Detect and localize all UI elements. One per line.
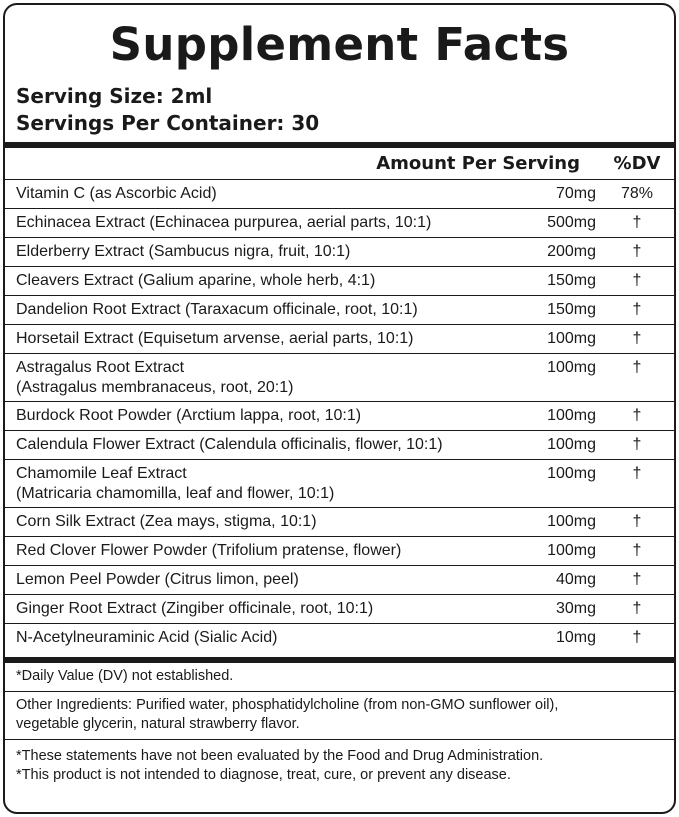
other-ingredients [5,692,674,740]
ingredient-dv: † [632,330,642,347]
table-row [5,566,674,595]
ingredient-name-line2: (Matricaria chamomilla, leaf and flower, 10:1) [16,485,335,502]
ingredient-name: Calendula Flower Extract (Calendula officinalis, flower, 10:1) [16,436,443,453]
amount-per-serving-header: Amount Per Serving [376,153,580,174]
table-row [5,402,674,431]
table-row [5,460,674,508]
ingredient-name: Burdock Root Powder (Arctium lappa, root, 10:1) [16,407,362,424]
ingredient-name: Cleavers Extract (Galium aparine, whole herb, 4:1) [16,272,376,289]
ingredient-name [5,460,490,507]
ingredient-dv: † [632,629,642,646]
ingredient-name: Corn Silk Extract (Zea mays, stigma, 10:1) [16,513,317,530]
serving-size: Serving Size: 2ml [16,84,213,108]
ingredient-name: Echinacea Extract (Echinacea purpurea, aerial parts, 10:1) [16,214,432,231]
ingredient-name-line2: (Astragalus membranaceus, root, 20:1) [16,379,294,396]
ingredient-amount: 500mg [547,214,596,231]
ingredient-dv: † [632,513,642,530]
other-ingredients-line2: vegetable glycerin, natural strawberry flavor. [16,716,300,732]
ingredient-name: Dandelion Root Extract (Taraxacum officinale, root, 10:1) [16,301,418,318]
ingredient-amount: 100mg [547,542,596,559]
table-row [5,180,674,209]
ingredient-name: Lemon Peel Powder (Citrus limon, peel) [16,571,299,588]
ingredient-name: Red Clover Flower Powder (Trifolium pratense, flower) [16,542,402,559]
ingredient-amount: 70mg [555,185,596,202]
ingredient-amount: 200mg [547,243,596,260]
ingredient-name-line1: Chamomile Leaf Extract [16,465,187,482]
dv-header: %DV [613,153,661,174]
ingredient-dv: † [632,272,642,289]
ingredient-dv: † [632,301,642,318]
table-row [5,267,674,296]
ingredient-name: N-Acetylneuraminic Acid (Sialic Acid) [16,629,278,646]
table-row [5,624,674,657]
ingredient-amount: 30mg [555,600,596,617]
ingredient-name: Vitamin C (as Ascorbic Acid) [16,185,217,202]
ingredient-name: Horsetail Extract (Equisetum arvense, aerial parts, 10:1) [16,330,414,347]
other-ingredients-line1: Other Ingredients: Purified water, phosphatidylcholine (from non-GMO sunflower oil), [16,697,559,713]
table-row [5,537,674,566]
ingredient-table [5,180,674,657]
panel-title: Supplement Facts [109,17,570,71]
dv-note: *Daily Value (DV) not established. [5,663,674,692]
ingredient-dv: † [632,243,642,260]
ingredient-amount: 150mg [547,301,596,318]
table-row [5,508,674,537]
supplement-facts-panel [3,3,676,814]
fda-disclaimer [5,740,674,790]
ingredient-amount: 100mg [547,407,596,424]
table-row [5,209,674,238]
ingredient-dv: † [632,465,642,482]
servings-per-container: Servings Per Container: 30 [16,111,320,135]
serving-info [5,79,674,137]
table-row [5,431,674,460]
ingredient-name: Ginger Root Extract (Zingiber officinale, root, 10:1) [16,600,374,617]
ingredient-name-line1: Astragalus Root Extract [16,359,185,376]
ingredient-amount: 10mg [555,629,596,646]
ingredient-dv: 78% [620,185,654,202]
table-row [5,296,674,325]
table-row [5,595,674,624]
disclaimer-line2: *This product is not intended to diagnose, treat, cure, or prevent any disease. [16,767,511,783]
ingredient-dv: † [632,571,642,588]
ingredient-dv: † [632,436,642,453]
ingredient-dv: † [632,600,642,617]
ingredient-dv: † [632,542,642,559]
ingredient-name: Elderberry Extract (Sambucus nigra, fruit, 10:1) [16,243,351,260]
ingredient-name [5,354,490,401]
table-row [5,325,674,354]
disclaimer-line1: *These statements have not been evaluated by the Food and Drug Administration. [16,748,544,764]
ingredient-amount: 150mg [547,272,596,289]
ingredient-dv: † [632,407,642,424]
ingredient-dv: † [632,359,642,376]
table-row [5,354,674,402]
ingredient-amount: 100mg [547,513,596,530]
ingredient-amount: 100mg [547,436,596,453]
ingredient-amount: 100mg [547,465,596,482]
table-row [5,238,674,267]
table-header [5,148,674,180]
ingredient-amount: 100mg [547,330,596,347]
ingredient-amount: 40mg [555,571,596,588]
ingredient-dv: † [632,214,642,231]
ingredient-amount: 100mg [547,359,596,376]
